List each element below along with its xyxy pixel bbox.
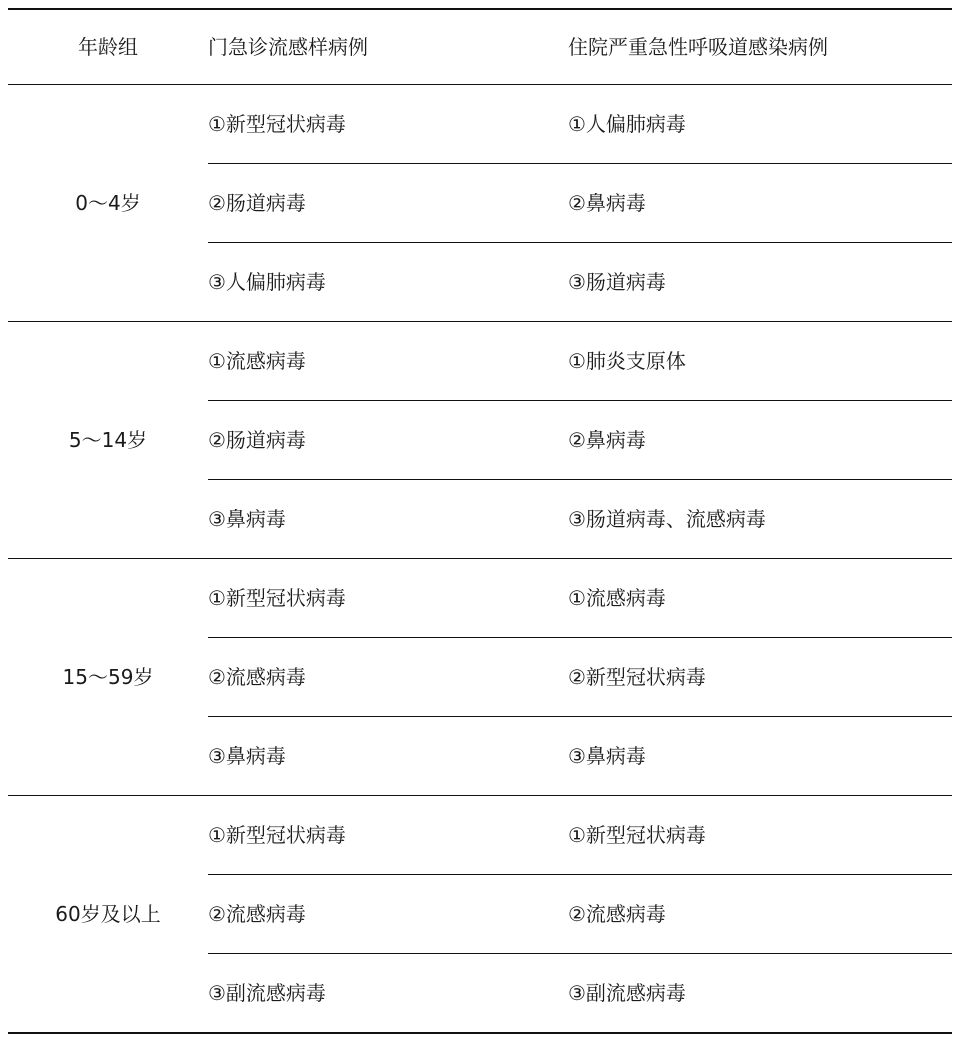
table-row xyxy=(8,85,952,164)
outpatient-rank-3: ③人偏肺病毒 xyxy=(208,270,326,294)
age-group-header: 年龄组 xyxy=(78,35,138,59)
table-row xyxy=(8,322,952,401)
outpatient-rank-2: ②流感病毒 xyxy=(208,875,568,954)
hospital-rank-3: ③鼻病毒 xyxy=(568,744,646,768)
outpatient-rank-3: ③副流感病毒 xyxy=(208,981,326,1005)
hospital-rank-2: ②新型冠状病毒 xyxy=(568,638,952,717)
hospital-rank-1: ①新型冠状病毒 xyxy=(568,796,952,875)
hospital-rank-1: ①人偏肺病毒 xyxy=(568,85,952,164)
hospital-rank-3: ③肠道病毒 xyxy=(568,270,666,294)
outpatient-rank-3: ③鼻病毒 xyxy=(208,744,286,768)
age-group-15-59 xyxy=(8,559,952,796)
hospital-rank-1: ①肺炎支原体 xyxy=(568,322,952,401)
table-row xyxy=(8,796,952,875)
hospital-rank-2: ②鼻病毒 xyxy=(568,401,952,480)
hospital-rank-3: ③肠道病毒、流感病毒 xyxy=(568,507,766,531)
age-group-0-4 xyxy=(8,85,952,322)
outpatient-rank-1: ①流感病毒 xyxy=(208,322,568,401)
virus-ranking-table xyxy=(8,8,952,1034)
hospital-rank-1: ①流感病毒 xyxy=(568,559,952,638)
age-group-label: 0～4岁 xyxy=(75,191,141,215)
hospital-rank-3: ③副流感病毒 xyxy=(568,981,686,1005)
table-row xyxy=(8,559,952,638)
outpatient-rank-2: ②流感病毒 xyxy=(208,638,568,717)
hospital-rank-2: ②鼻病毒 xyxy=(568,164,952,243)
age-group-label: 60岁及以上 xyxy=(55,902,161,926)
outpatient-header: 门急诊流感样病例 xyxy=(208,35,368,59)
hospital-header: 住院严重急性呼吸道感染病例 xyxy=(568,35,828,59)
outpatient-rank-1: ①新型冠状病毒 xyxy=(208,85,568,164)
outpatient-rank-1: ①新型冠状病毒 xyxy=(208,559,568,638)
age-group-5-14 xyxy=(8,322,952,559)
outpatient-rank-1: ①新型冠状病毒 xyxy=(208,796,568,875)
age-group-label: 5～14岁 xyxy=(68,428,148,452)
age-group-label: 15～59岁 xyxy=(62,665,154,689)
header-row xyxy=(8,9,952,85)
age-group-60-plus xyxy=(8,796,952,1034)
table-header xyxy=(8,9,952,85)
outpatient-rank-2: ②肠道病毒 xyxy=(208,164,568,243)
hospital-rank-2: ②流感病毒 xyxy=(568,875,952,954)
outpatient-rank-3: ③鼻病毒 xyxy=(208,507,286,531)
outpatient-rank-2: ②肠道病毒 xyxy=(208,401,568,480)
